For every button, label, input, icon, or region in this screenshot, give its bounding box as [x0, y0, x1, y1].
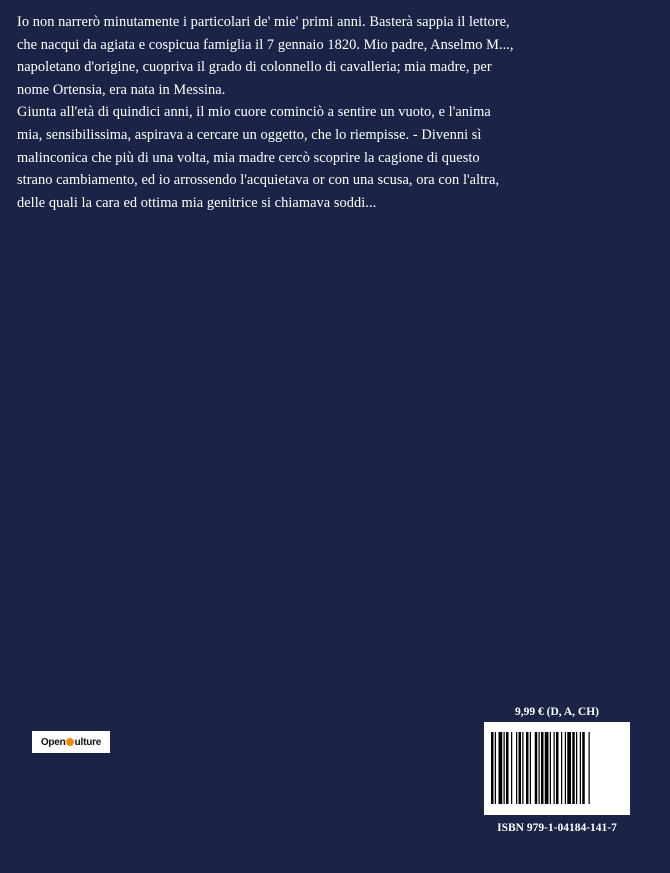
barcode-bars-icon	[491, 732, 623, 804]
logo-text-open: Open	[40, 736, 66, 748]
logo-c-mark-icon	[66, 738, 74, 746]
logo-text-ulture: ulture	[74, 736, 102, 748]
blurb-paragraph-1: Io non narrerò minutamente i particolari de' mie' primi anni. Basterà sappia il lettore, che nacqui da agiata e cospicua famiglia il 7 gennaio 1820. Mio padre, Anselmo M..., napoletano d'origine, cuopriva il grado di colonnello di cavalleria; mia madre, per nome Ortensia, era nata in Messina.	[17, 14, 514, 98]
publisher-logo	[32, 731, 110, 753]
isbn-label: ISBN 979-1-04184-141-7	[497, 822, 617, 834]
barcode	[484, 722, 630, 815]
price-label: 9,99 € (D, A, CH)	[514, 706, 599, 718]
blurb-paragraph-2: Giunta all'età di quindici anni, il mio cuore cominciò a sentire un vuoto, e l'anima mia, sensibilissima, aspirava a cercare un oggetto, che lo riempisse. - Divenni sì malinconica che più di una volta, mia madre cercò scoprire la cagione di questo strano cambiamento, ed io arrossendo l'acquietava or con una scusa, ora con l'altra, delle quali la cara ed ottima mia genitrice si chiamava soddi...	[17, 104, 500, 211]
back-cover-blurb	[17, 11, 517, 214]
